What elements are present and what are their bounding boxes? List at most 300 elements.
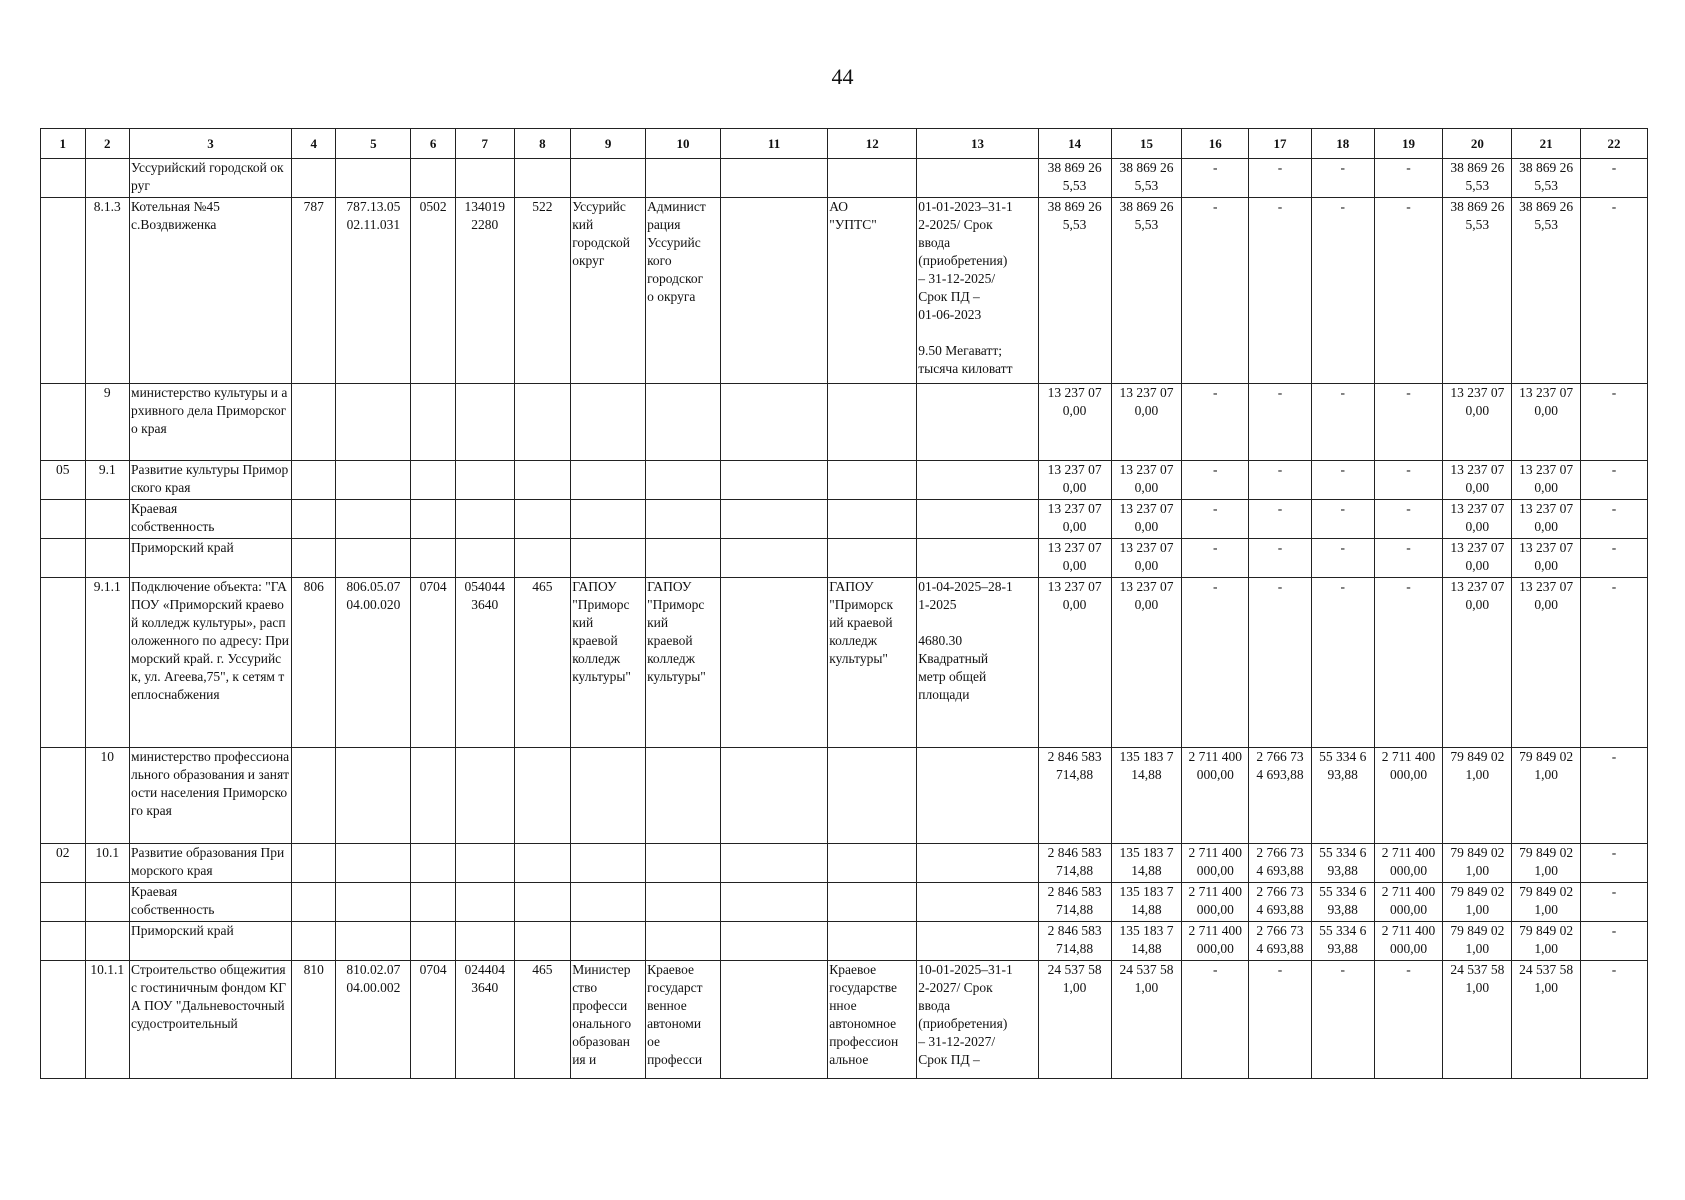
table-cell-col-17: 2 766 73 4 693,88 (1249, 922, 1312, 961)
table-cell-col-20: 13 237 07 0,00 (1443, 539, 1512, 578)
table-cell-col-19: - (1374, 961, 1443, 1079)
header-cell: 14 (1038, 129, 1111, 159)
table-cell-col-1 (41, 500, 86, 539)
table-cell-col-14: 38 869 26 5,53 (1038, 159, 1111, 198)
table-cell-col-19: 2 711 400 000,00 (1374, 883, 1443, 922)
table-cell-col-14: 13 237 07 0,00 (1038, 461, 1111, 500)
table-cell-col-15: 135 183 7 14,88 (1111, 883, 1182, 922)
header-cell: 2 (85, 129, 130, 159)
header-cell: 1 (41, 129, 86, 159)
table-cell-col-4 (291, 539, 336, 578)
table-cell-col-21: 13 237 07 0,00 (1512, 500, 1581, 539)
table-cell-col-3: Приморский край (130, 922, 292, 961)
header-cell: 13 (917, 129, 1038, 159)
table-cell-col-2: 9.1.1 (85, 578, 130, 748)
table-cell-col-4 (291, 883, 336, 922)
table-cell-col-11 (720, 500, 827, 539)
table-cell-col-17: - (1249, 539, 1312, 578)
table-cell-col-10 (646, 159, 721, 198)
table-cell-col-18: 55 334 6 93,88 (1311, 922, 1374, 961)
table-cell-col-18: - (1311, 159, 1374, 198)
table-cell-col-14: 2 846 583 714,88 (1038, 883, 1111, 922)
column-number-header (41, 129, 1648, 159)
table-cell-col-1 (41, 159, 86, 198)
table-body (41, 159, 1648, 1079)
table-cell-col-6: 0704 (411, 961, 456, 1079)
table-cell-col-6 (411, 844, 456, 883)
table-cell-col-1: 02 (41, 844, 86, 883)
table-cell-col-8 (514, 539, 571, 578)
header-cell: 16 (1182, 129, 1249, 159)
table-cell-col-5: 806.05.07 04.00.020 (336, 578, 411, 748)
table-cell-col-12 (828, 539, 917, 578)
table-cell-col-19: - (1374, 159, 1443, 198)
table-cell-col-21: 79 849 02 1,00 (1512, 748, 1581, 844)
table-cell-col-5 (336, 384, 411, 461)
page-number: 44 (831, 64, 854, 89)
table-cell-col-13: 01-04-2025–28-1 1-2025 4680.30 Квадратный метр общей площади (917, 578, 1038, 748)
table-cell-col-19: - (1374, 461, 1443, 500)
table-cell-col-18: 55 334 6 93,88 (1311, 844, 1374, 883)
table-cell-col-6 (411, 748, 456, 844)
table-cell-col-3: Краевая собственность (130, 883, 292, 922)
table-cell-col-2: 9 (85, 384, 130, 461)
table-row (41, 461, 1648, 500)
table-cell-col-4: 787 (291, 198, 336, 384)
table-cell-col-16: - (1182, 461, 1249, 500)
table-cell-col-17: 2 766 73 4 693,88 (1249, 883, 1312, 922)
table-cell-col-13 (917, 844, 1038, 883)
table-cell-col-8 (514, 500, 571, 539)
table-cell-col-9 (571, 159, 646, 198)
table-cell-col-1 (41, 922, 86, 961)
table-cell-col-5 (336, 748, 411, 844)
table-row (41, 844, 1648, 883)
table-cell-col-7: 024404 3640 (455, 961, 514, 1079)
table-cell-col-10 (646, 384, 721, 461)
table-cell-col-9 (571, 883, 646, 922)
table-cell-col-19: - (1374, 578, 1443, 748)
table-cell-col-19: - (1374, 198, 1443, 384)
table-cell-col-8: 465 (514, 578, 571, 748)
table-cell-col-21: 79 849 02 1,00 (1512, 883, 1581, 922)
table-cell-col-16: 2 711 400 000,00 (1182, 883, 1249, 922)
table-cell-col-18: 55 334 6 93,88 (1311, 883, 1374, 922)
table-cell-col-18: - (1311, 384, 1374, 461)
table-cell-col-9 (571, 500, 646, 539)
table-cell-col-21: 13 237 07 0,00 (1512, 384, 1581, 461)
table-cell-col-11 (720, 198, 827, 384)
table-cell-col-1: 05 (41, 461, 86, 500)
table-cell-col-14: 2 846 583 714,88 (1038, 748, 1111, 844)
table-cell-col-3: Краевая собственность (130, 500, 292, 539)
header-cell: 6 (411, 129, 456, 159)
table-cell-col-11 (720, 961, 827, 1079)
table-cell-col-3: министерство профессионального образования и занятости населения Приморского края (130, 748, 292, 844)
table-cell-col-14: 38 869 26 5,53 (1038, 198, 1111, 384)
table-cell-col-9 (571, 384, 646, 461)
table-cell-col-11 (720, 539, 827, 578)
table-cell-col-20: 13 237 07 0,00 (1443, 461, 1512, 500)
table-cell-col-21: 79 849 02 1,00 (1512, 922, 1581, 961)
table-cell-col-4: 810 (291, 961, 336, 1079)
header-cell: 7 (455, 129, 514, 159)
table-cell-col-18: - (1311, 500, 1374, 539)
table-cell-col-5 (336, 844, 411, 883)
table-cell-col-12: Краевое государстве нное автономное профессион альное (828, 961, 917, 1079)
header-cell: 3 (130, 129, 292, 159)
table-cell-col-7: 054044 3640 (455, 578, 514, 748)
table-row (41, 578, 1648, 748)
table-cell-col-2 (85, 922, 130, 961)
table-cell-col-15: 13 237 07 0,00 (1111, 384, 1182, 461)
table-cell-col-12: ГАПОУ "Приморск ий краевой колледж культуры" (828, 578, 917, 748)
table-cell-col-19: - (1374, 384, 1443, 461)
table-cell-col-4 (291, 748, 336, 844)
table-cell-col-22: - (1581, 384, 1648, 461)
table-cell-col-22: - (1581, 198, 1648, 384)
table-cell-col-13 (917, 883, 1038, 922)
table-row (41, 198, 1648, 384)
table-cell-col-22: - (1581, 159, 1648, 198)
table-cell-col-15: 24 537 58 1,00 (1111, 961, 1182, 1079)
table-cell-col-6 (411, 461, 456, 500)
table-cell-col-3: Развитие образования Приморского края (130, 844, 292, 883)
table-cell-col-2: 10.1 (85, 844, 130, 883)
table-cell-col-17: - (1249, 578, 1312, 748)
table-cell-col-8 (514, 748, 571, 844)
table-cell-col-10: Админист рация Уссурийс кого городског о округа (646, 198, 721, 384)
table-cell-col-10 (646, 883, 721, 922)
table-cell-col-9 (571, 922, 646, 961)
table-cell-col-17: - (1249, 159, 1312, 198)
table-cell-col-5: 810.02.07 04.00.002 (336, 961, 411, 1079)
table-cell-col-6: 0502 (411, 198, 456, 384)
table-cell-col-3: Развитие культуры Приморского края (130, 461, 292, 500)
table-cell-col-7 (455, 844, 514, 883)
table-cell-col-4 (291, 384, 336, 461)
table-cell-col-8: 465 (514, 961, 571, 1079)
table-cell-col-5 (336, 461, 411, 500)
header-cell: 17 (1249, 129, 1312, 159)
header-cell: 21 (1512, 129, 1581, 159)
header-cell: 19 (1374, 129, 1443, 159)
table-row (41, 384, 1648, 461)
header-cell: 8 (514, 129, 571, 159)
table-cell-col-10: ГАПОУ "Приморс кий краевой колледж культуры" (646, 578, 721, 748)
table-cell-col-13: 01-01-2023–31-1 2-2025/ Срок ввода (приобретения) – 31-12-2025/ Срок ПД – 01-06-2023 9.50 Мегаватт; тысяча киловатт (917, 198, 1038, 384)
table-cell-col-2: 10.1.1 (85, 961, 130, 1079)
table-cell-col-16: - (1182, 961, 1249, 1079)
table-cell-col-15: 135 183 7 14,88 (1111, 748, 1182, 844)
table-cell-col-12 (828, 922, 917, 961)
table-cell-col-6: 0704 (411, 578, 456, 748)
table-cell-col-21: 13 237 07 0,00 (1512, 461, 1581, 500)
table-cell-col-2 (85, 883, 130, 922)
table-cell-col-14: 13 237 07 0,00 (1038, 578, 1111, 748)
table-cell-col-15: 38 869 26 5,53 (1111, 198, 1182, 384)
table-cell-col-5 (336, 883, 411, 922)
table-cell-col-4 (291, 159, 336, 198)
table-cell-col-6 (411, 539, 456, 578)
table-row (41, 159, 1648, 198)
table-cell-col-21: 38 869 26 5,53 (1512, 159, 1581, 198)
header-cell: 11 (720, 129, 827, 159)
table-cell-col-12 (828, 461, 917, 500)
table-cell-col-4: 806 (291, 578, 336, 748)
table-row (41, 883, 1648, 922)
table-cell-col-19: 2 711 400 000,00 (1374, 844, 1443, 883)
table-cell-col-8 (514, 844, 571, 883)
header-cell: 9 (571, 129, 646, 159)
table-cell-col-11 (720, 748, 827, 844)
table-cell-col-18: 55 334 6 93,88 (1311, 748, 1374, 844)
table-cell-col-5 (336, 539, 411, 578)
table-cell-col-7 (455, 922, 514, 961)
table-cell-col-15: 13 237 07 0,00 (1111, 461, 1182, 500)
table-cell-col-1 (41, 539, 86, 578)
table-cell-col-6 (411, 883, 456, 922)
header-cell: 22 (1581, 129, 1648, 159)
table-cell-col-21: 13 237 07 0,00 (1512, 578, 1581, 748)
table-cell-col-15: 13 237 07 0,00 (1111, 578, 1182, 748)
table-cell-col-21: 38 869 26 5,53 (1512, 198, 1581, 384)
table-cell-col-22: - (1581, 539, 1648, 578)
table-cell-col-5 (336, 500, 411, 539)
table-cell-col-1 (41, 748, 86, 844)
table-cell-col-19: 2 711 400 000,00 (1374, 922, 1443, 961)
table-cell-col-7 (455, 748, 514, 844)
table-cell-col-16: - (1182, 500, 1249, 539)
table-cell-col-22: - (1581, 748, 1648, 844)
table-cell-col-20: 13 237 07 0,00 (1443, 384, 1512, 461)
table-cell-col-7: 134019 2280 (455, 198, 514, 384)
table-cell-col-17: - (1249, 198, 1312, 384)
table-cell-col-19: - (1374, 500, 1443, 539)
table-cell-col-5: 787.13.05 02.11.031 (336, 198, 411, 384)
table-cell-col-12 (828, 500, 917, 539)
table-cell-col-16: 2 711 400 000,00 (1182, 844, 1249, 883)
table-cell-col-17: 2 766 73 4 693,88 (1249, 844, 1312, 883)
table-cell-col-9: Уссурийс кий городской округ (571, 198, 646, 384)
table-cell-col-6 (411, 159, 456, 198)
table-cell-col-20: 79 849 02 1,00 (1443, 883, 1512, 922)
table-cell-col-13 (917, 500, 1038, 539)
table-cell-col-15: 13 237 07 0,00 (1111, 539, 1182, 578)
table-cell-col-22: - (1581, 578, 1648, 748)
table-cell-col-7 (455, 461, 514, 500)
table-cell-col-3: Уссурийский городской округ (130, 159, 292, 198)
table-cell-col-20: 24 537 58 1,00 (1443, 961, 1512, 1079)
table-row (41, 922, 1648, 961)
table-cell-col-18: - (1311, 461, 1374, 500)
table-cell-col-10 (646, 748, 721, 844)
table-cell-col-11 (720, 844, 827, 883)
table-cell-col-10 (646, 539, 721, 578)
table-cell-col-7 (455, 539, 514, 578)
table-cell-col-19: 2 711 400 000,00 (1374, 748, 1443, 844)
table-cell-col-7 (455, 159, 514, 198)
table-cell-col-16: 2 711 400 000,00 (1182, 922, 1249, 961)
table-cell-col-16: - (1182, 384, 1249, 461)
table-cell-col-8 (514, 384, 571, 461)
table-row (41, 539, 1648, 578)
table-cell-col-17: 2 766 73 4 693,88 (1249, 748, 1312, 844)
header-cell: 5 (336, 129, 411, 159)
table-cell-col-20: 13 237 07 0,00 (1443, 500, 1512, 539)
table-cell-col-18: - (1311, 539, 1374, 578)
table-cell-col-16: - (1182, 539, 1249, 578)
table-cell-col-9 (571, 539, 646, 578)
header-cell: 15 (1111, 129, 1182, 159)
table-cell-col-1 (41, 198, 86, 384)
table-cell-col-10 (646, 844, 721, 883)
table-cell-col-12 (828, 384, 917, 461)
table-cell-col-20: 79 849 02 1,00 (1443, 844, 1512, 883)
table-cell-col-20: 13 237 07 0,00 (1443, 578, 1512, 748)
table-cell-col-15: 135 183 7 14,88 (1111, 922, 1182, 961)
table-cell-col-3: Приморский край (130, 539, 292, 578)
table-cell-col-20: 38 869 26 5,53 (1443, 198, 1512, 384)
table-cell-col-5 (336, 159, 411, 198)
table-cell-col-13 (917, 159, 1038, 198)
table-cell-col-15: 38 869 26 5,53 (1111, 159, 1182, 198)
table-cell-col-12 (828, 159, 917, 198)
table-cell-col-3: Котельная №45 с.Воздвиженка (130, 198, 292, 384)
table-cell-col-22: - (1581, 922, 1648, 961)
table-cell-col-3: Подключение объекта: "ГАПОУ «Приморский краевой колледж культуры», расположенного по адресу: Приморский край. г. Уссурийск, ул. Агеева,75", к сетям теплоснабжения (130, 578, 292, 748)
table-cell-col-14: 13 237 07 0,00 (1038, 384, 1111, 461)
table-cell-col-14: 13 237 07 0,00 (1038, 500, 1111, 539)
table-cell-col-11 (720, 578, 827, 748)
header-row (41, 129, 1648, 159)
table-cell-col-2 (85, 500, 130, 539)
table-cell-col-2 (85, 159, 130, 198)
table-cell-col-13 (917, 539, 1038, 578)
table-cell-col-9 (571, 844, 646, 883)
table-cell-col-14: 2 846 583 714,88 (1038, 844, 1111, 883)
table-cell-col-22: - (1581, 883, 1648, 922)
table-cell-col-13 (917, 461, 1038, 500)
table-cell-col-8: 522 (514, 198, 571, 384)
header-cell: 10 (646, 129, 721, 159)
table-cell-col-4 (291, 500, 336, 539)
header-cell: 12 (828, 129, 917, 159)
table-cell-col-16: - (1182, 198, 1249, 384)
table-cell-col-8 (514, 883, 571, 922)
table-cell-col-17: - (1249, 500, 1312, 539)
table-cell-col-4 (291, 922, 336, 961)
table-cell-col-19: - (1374, 539, 1443, 578)
table-cell-col-15: 13 237 07 0,00 (1111, 500, 1182, 539)
table-cell-col-11 (720, 922, 827, 961)
table-cell-col-9: Министер ство професси онального образован ия и (571, 961, 646, 1079)
table-cell-col-20: 38 869 26 5,53 (1443, 159, 1512, 198)
header-cell: 4 (291, 129, 336, 159)
table-cell-col-11 (720, 461, 827, 500)
table-cell-col-16: - (1182, 159, 1249, 198)
table-cell-col-2 (85, 539, 130, 578)
table-cell-col-2: 9.1 (85, 461, 130, 500)
header-cell: 18 (1311, 129, 1374, 159)
table-cell-col-21: 24 537 58 1,00 (1512, 961, 1581, 1079)
table-cell-col-8 (514, 922, 571, 961)
table-cell-col-11 (720, 883, 827, 922)
table-cell-col-10: Краевое государст венное автономи ое професси (646, 961, 721, 1079)
table-cell-col-17: - (1249, 461, 1312, 500)
table-cell-col-2: 10 (85, 748, 130, 844)
table-cell-col-13 (917, 748, 1038, 844)
table-cell-col-6 (411, 922, 456, 961)
table-cell-col-11 (720, 384, 827, 461)
table-cell-col-5 (336, 922, 411, 961)
table-cell-col-12 (828, 748, 917, 844)
table-cell-col-11 (720, 159, 827, 198)
table-row (41, 961, 1648, 1079)
table-cell-col-10 (646, 922, 721, 961)
table-cell-col-16: - (1182, 578, 1249, 748)
table-cell-col-20: 79 849 02 1,00 (1443, 922, 1512, 961)
table-cell-col-17: - (1249, 961, 1312, 1079)
table-cell-col-22: - (1581, 961, 1648, 1079)
table-cell-col-14: 13 237 07 0,00 (1038, 539, 1111, 578)
table-cell-col-1 (41, 883, 86, 922)
table-cell-col-6 (411, 384, 456, 461)
table-cell-col-12: АО "УПТС" (828, 198, 917, 384)
table-cell-col-14: 2 846 583 714,88 (1038, 922, 1111, 961)
table-cell-col-4 (291, 844, 336, 883)
table-cell-col-22: - (1581, 844, 1648, 883)
table-cell-col-22: - (1581, 500, 1648, 539)
table-cell-col-1 (41, 961, 86, 1079)
table-cell-col-15: 135 183 7 14,88 (1111, 844, 1182, 883)
table-cell-col-16: 2 711 400 000,00 (1182, 748, 1249, 844)
table-cell-col-8 (514, 461, 571, 500)
table-cell-col-7 (455, 500, 514, 539)
table-cell-col-13 (917, 922, 1038, 961)
table-cell-col-2: 8.1.3 (85, 198, 130, 384)
table-cell-col-14: 24 537 58 1,00 (1038, 961, 1111, 1079)
table-cell-col-22: - (1581, 461, 1648, 500)
table-cell-col-6 (411, 500, 456, 539)
table-cell-col-10 (646, 500, 721, 539)
table-cell-col-18: - (1311, 961, 1374, 1079)
table-row (41, 500, 1648, 539)
table-cell-col-3: Строительство общежития с гостиничным фондом КГА ПОУ "Дальневосточный судостроительный (130, 961, 292, 1079)
table-cell-col-8 (514, 159, 571, 198)
table-cell-col-13: 10-01-2025–31-1 2-2027/ Срок ввода (приобретения) – 31-12-2027/ Срок ПД – (917, 961, 1038, 1079)
table-cell-col-12 (828, 844, 917, 883)
table-cell-col-10 (646, 461, 721, 500)
table-cell-col-7 (455, 883, 514, 922)
table-cell-col-13 (917, 384, 1038, 461)
table-cell-col-17: - (1249, 384, 1312, 461)
table-cell-col-4 (291, 461, 336, 500)
table-cell-col-12 (828, 883, 917, 922)
budget-table (40, 128, 1648, 1079)
table-cell-col-9 (571, 461, 646, 500)
table-cell-col-1 (41, 578, 86, 748)
table-cell-col-7 (455, 384, 514, 461)
table-cell-col-9: ГАПОУ "Приморс кий краевой колледж культуры" (571, 578, 646, 748)
table-cell-col-18: - (1311, 578, 1374, 748)
table-cell-col-21: 13 237 07 0,00 (1512, 539, 1581, 578)
table-cell-col-1 (41, 384, 86, 461)
table-cell-col-21: 79 849 02 1,00 (1512, 844, 1581, 883)
table-cell-col-20: 79 849 02 1,00 (1443, 748, 1512, 844)
table-cell-col-3: министерство культуры и архивного дела Приморского края (130, 384, 292, 461)
table-cell-col-9 (571, 748, 646, 844)
